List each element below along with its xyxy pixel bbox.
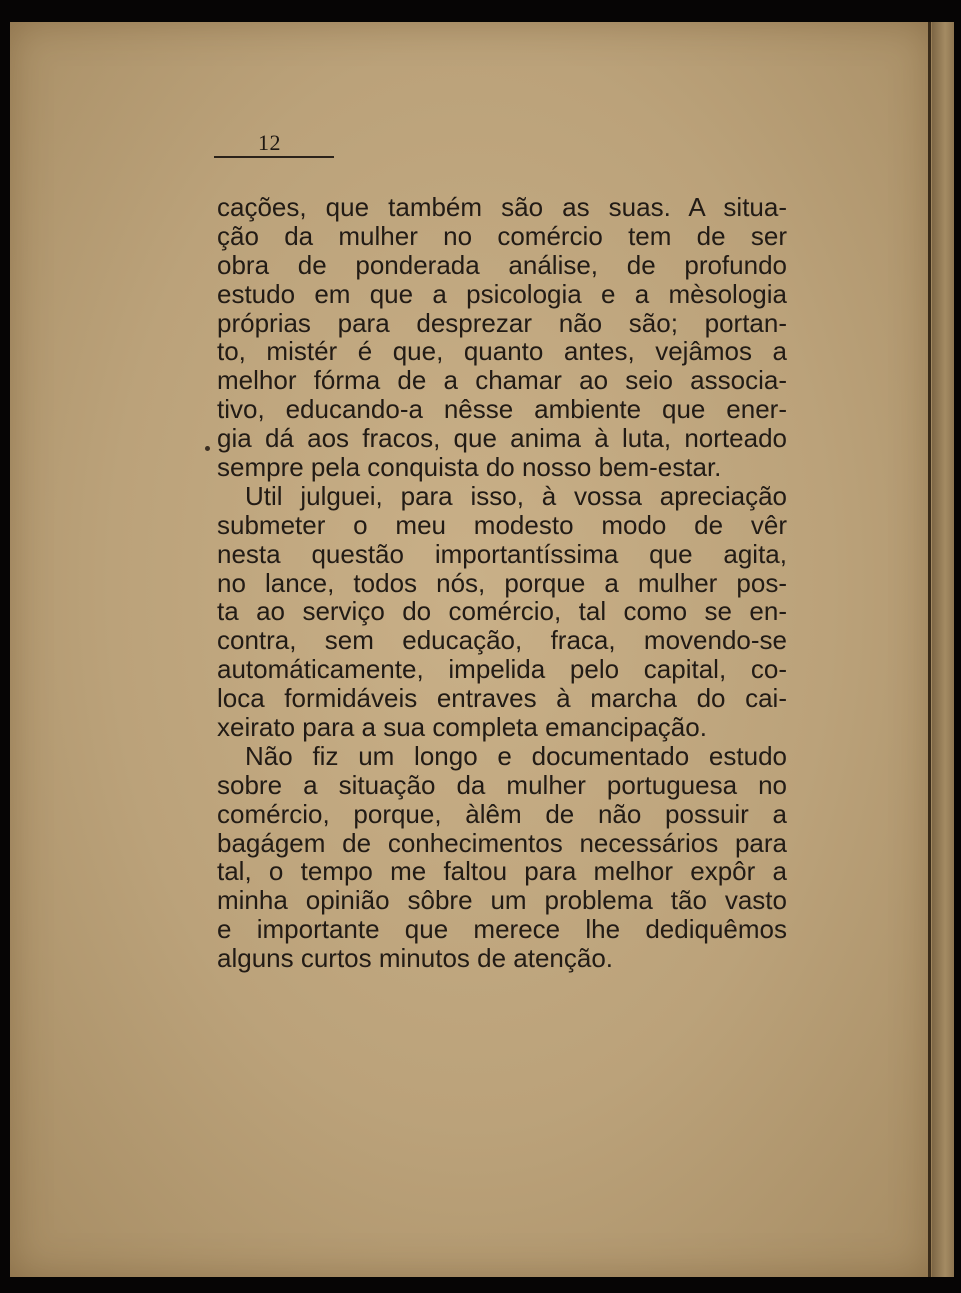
text-line: sempre pela conquista do nosso bem-estar. xyxy=(217,452,722,483)
text-line: alguns curtos minutos de atenção. xyxy=(217,943,614,974)
text-line: Não fiz um longo e documentado estudo xyxy=(245,740,787,771)
text-line: no lance, todos nós, porque a mulher pos- xyxy=(217,567,787,598)
margin-mark xyxy=(205,446,210,451)
text-line: bagágem de conhecimentos necessários para xyxy=(217,827,787,858)
text-line: tal, o tempo me faltou para melhor expôr a xyxy=(217,856,787,887)
text-line: comércio, porque, àlêm de não possuir a xyxy=(217,798,787,829)
text-line: tivo, educando-a nêsse ambiente que ener- xyxy=(217,394,787,425)
text-line: xeirato para a sua completa emancipação. xyxy=(217,712,707,743)
page-edge xyxy=(928,22,931,1277)
text-line: contra, sem educação, fraca, movendo-se xyxy=(217,625,787,656)
text-line: nesta questão importantíssima que agita, xyxy=(217,538,787,569)
text-line: sobre a situação da mulher portuguesa no xyxy=(217,769,787,800)
adjacent-page-edge xyxy=(932,22,954,1277)
text-line: cações, que também são as suas. A situa- xyxy=(217,192,787,222)
text-line: minha opinião sôbre um problema tão vasto xyxy=(217,885,787,916)
text-line: to, mistér é que, quanto antes, vejâmos a xyxy=(217,336,787,367)
text-line: Util julguei, para isso, à vossa apreciação xyxy=(245,480,787,511)
text-line: loca formidáveis entraves à marcha do cai- xyxy=(217,683,787,714)
body-text xyxy=(217,193,787,973)
text-line: melhor fórma de a chamar ao seio associa- xyxy=(217,365,787,396)
page-number-rule xyxy=(214,156,334,158)
text-line: obra de ponderada análise, de profundo xyxy=(217,249,787,280)
text-line: ção da mulher no comércio tem de ser xyxy=(217,220,787,251)
text-line: ta ao serviço do comércio, tal como se en- xyxy=(217,596,787,627)
page-number: 12 xyxy=(258,130,281,155)
text-line: submeter o meu modesto modo de vêr xyxy=(217,509,787,540)
text-line: gia dá aos fracos, que anima à luta, norteado xyxy=(217,423,787,454)
text-line: próprias para desprezar não são; portan- xyxy=(217,307,787,338)
text-line: e importante que merece lhe dediquêmos xyxy=(217,914,787,945)
text-line: automáticamente, impelida pelo capital, co- xyxy=(217,654,787,685)
text-line: estudo em que a psicologia e a mèsologia xyxy=(217,278,787,309)
